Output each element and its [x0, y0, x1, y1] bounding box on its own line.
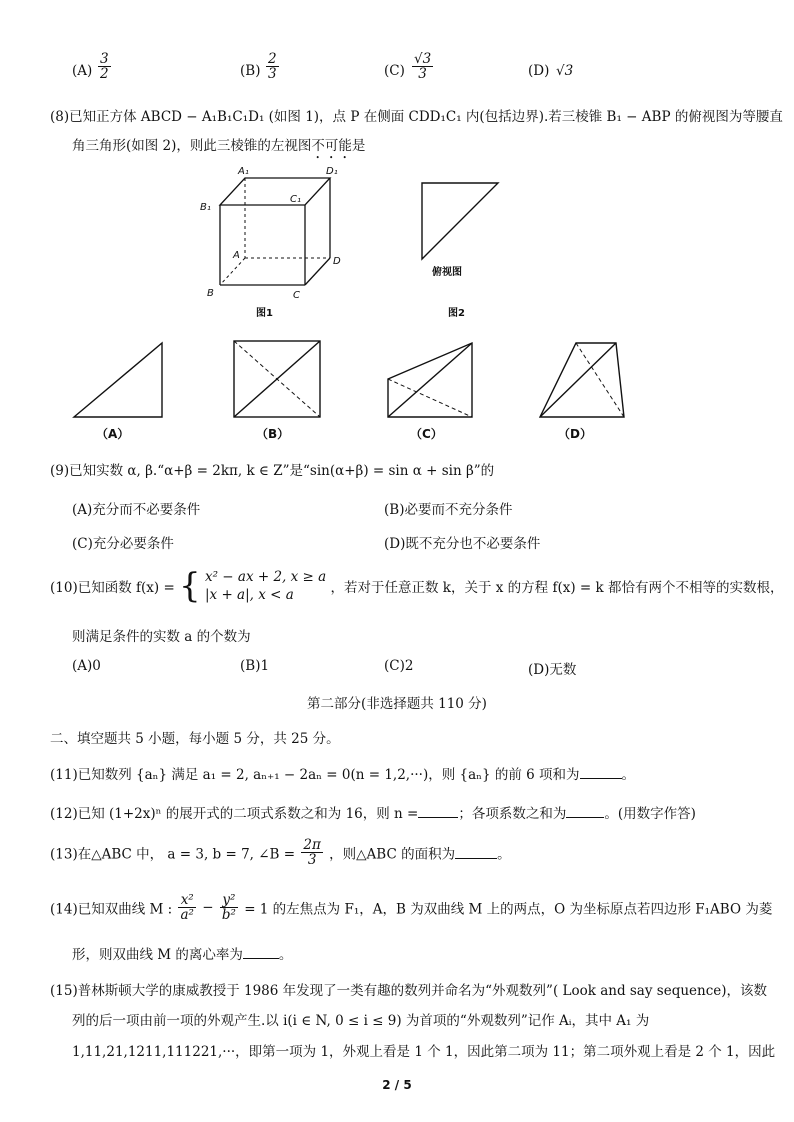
q7-options	[72, 52, 712, 92]
label-c1: C₁	[290, 194, 301, 205]
q7-option-a-num: 3	[100, 51, 109, 67]
q11-answer-blank[interactable]	[580, 766, 622, 779]
page-number: 2 / 5	[382, 1078, 412, 1092]
q14-line2	[72, 943, 292, 963]
q8-line2	[72, 134, 365, 162]
cube-top-face	[220, 178, 330, 205]
q9-option-b: (B)必要而不充分条件	[384, 502, 513, 518]
label-b: B	[207, 288, 214, 299]
q14-f1-num: x²	[178, 893, 195, 908]
choice-c-solid-diagonal	[388, 343, 472, 417]
top-view-triangle	[422, 183, 498, 259]
q15-line2: 列的后一项由前一项的外观产生.以 i(i ∈ N, 0 ≤ i ≤ 9) 为首项的“外观数列”记作 Aᵢ，其中 A₁ 为	[72, 1013, 650, 1029]
q9-option-a: (A)充分而不必要条件	[72, 502, 201, 518]
part-2-title: 第二部分(非选择题共 110 分)	[307, 696, 487, 712]
figure-1-cube	[190, 162, 360, 322]
q14-f1-den: a²	[180, 907, 194, 924]
q7-option-b-fraction	[266, 52, 279, 81]
q8-line2-post: 是	[351, 138, 366, 154]
q10-cases	[205, 568, 326, 604]
q10-option-c: (C)2	[384, 658, 414, 674]
q14-post: = 1 的左焦点为 F₁，A，B 为双曲线 M 上的两点，O 为坐标原点若四边形 F₁ABO 为菱	[244, 901, 773, 918]
q14-pre: (14)已知双曲线 M :	[50, 901, 173, 918]
q7-option-b-den: 3	[268, 66, 277, 83]
q7-option-c-label: (C)	[384, 63, 405, 79]
choice-d-label: （D）	[558, 427, 592, 441]
choice-a-shape	[74, 343, 162, 417]
q7-option-c-den: 3	[418, 66, 427, 83]
cube-edge-cd	[305, 258, 330, 285]
q13-stem	[50, 838, 511, 867]
q13-den: 3	[307, 852, 317, 869]
q10-line2: 则满足条件的实数 a 的个数为	[72, 629, 251, 645]
q14-minus: −	[202, 899, 214, 916]
q14-line2-post: 。	[278, 947, 293, 963]
choice-b-label: （B）	[256, 427, 290, 441]
q13-angle-fraction	[301, 838, 322, 867]
q7-option-c-num: √3	[414, 51, 432, 67]
label-d: D	[333, 256, 341, 267]
choice-a-label: （A）	[96, 427, 130, 441]
q11-post: 。	[621, 767, 636, 783]
label-c: C	[293, 290, 300, 301]
label-a: A	[233, 250, 240, 261]
q13-answer-blank[interactable]	[455, 846, 497, 859]
q9-stem: (9)已知实数 α, β.“α+β = 2kπ, k ∈ Z”是“sin(α+β) = sin α + sin β”的	[50, 463, 495, 479]
q13-post: 。	[497, 846, 511, 863]
q10-option-a: (A)0	[72, 658, 101, 674]
q12-stem	[50, 802, 696, 822]
q7-option-a-den: 2	[100, 66, 109, 83]
figure-1-caption: 图1	[256, 308, 273, 319]
q7-option-a-label: (A)	[72, 63, 93, 79]
figure-2-label: 俯视图	[432, 267, 462, 278]
q14-stem	[50, 893, 772, 922]
q15-line3: 1,11,21,1211,111221,···，即第一项为 1，外观上看是 1 个 1，因此第二项为 11；第二项外观上看是 2 个 1，因此	[72, 1044, 776, 1060]
q7-option-d-value: √3	[556, 63, 574, 79]
q10-post: ，若对于任意正数 k，关于 x 的方程 f(x) = k 都恰有两个不相等的实数根，	[330, 580, 784, 596]
q11-pre: (11)已知数列 {aₙ} 满足 a₁ = 2, aₙ₊₁ − 2aₙ = 0(n = 1,2,···)，则 {aₙ} 的前 6 项和为	[50, 767, 580, 783]
q14-answer-blank[interactable]	[243, 946, 279, 959]
q13-mid: ，则△ABC 的面积为	[329, 846, 456, 863]
q10-stem	[50, 568, 783, 604]
q12-answer-blank-1[interactable]	[418, 805, 458, 818]
q10-option-d: (D)无数	[528, 662, 577, 678]
q8-line2-pre: 角三角形(如图 2)，则此三棱锥的左视图	[72, 138, 312, 154]
choice-c-dashed-line	[388, 379, 472, 417]
q11-stem	[50, 763, 635, 783]
figure-2-top-view	[410, 175, 500, 325]
q7-option-b-num: 2	[268, 51, 277, 67]
q8-line1: (8)已知正方体 ABCD − A₁B₁C₁D₁ (如图 1)，点 P 在侧面 CDD₁C₁ 内(包括边界).若三棱锥 B₁ − ABP 的俯视图为等腰直	[50, 109, 783, 125]
choice-c-label: （C）	[410, 427, 443, 441]
q8-choice-figures	[68, 335, 628, 447]
figure-2-caption: 图2	[448, 308, 465, 319]
q14-fraction-2	[220, 893, 238, 922]
q7-option-a-fraction	[98, 52, 111, 81]
section-2-header: 二、填空题共 5 小题，每小题 5 分，共 25 分。	[50, 731, 340, 747]
q13-num: 2π	[303, 837, 321, 853]
label-d1: D₁	[326, 166, 338, 177]
q12-pre: (12)已知 (1+2x)ⁿ 的展开式的二项式系数之和为 16，则 n =	[50, 806, 419, 822]
q12-answer-blank-2[interactable]	[566, 805, 604, 818]
q12-mid: ；各项系数之和为	[458, 806, 567, 822]
q15-line1: (15)普林斯顿大学的康威教授于 1986 年发现了一类有趣的数列并命名为“外观数列”( Look and say sequence)，该数	[50, 983, 768, 999]
q10-case-1: x² − ax + 2, x ≥ a	[204, 569, 327, 585]
q13-pre: (13)在△ABC 中， a = 3, b = 7, ∠B =	[50, 846, 296, 863]
q14-line2-pre: 形，则双曲线 M 的离心率为	[72, 947, 243, 963]
choice-d-quad	[540, 343, 624, 417]
q14-f2-num: y²	[220, 893, 238, 908]
q10-option-b: (B)1	[240, 658, 270, 674]
q10-brace: {	[179, 566, 201, 606]
q12-post: 。(用数字作答)	[604, 806, 696, 822]
label-b1: B₁	[200, 202, 211, 213]
q9-option-c: (C)充分必要条件	[72, 536, 174, 552]
q14-f2-den: b²	[221, 907, 236, 924]
choice-d-solid-diagonal	[540, 343, 616, 417]
q7-option-c-fraction	[412, 52, 433, 81]
q9-option-d: (D)既不充分也不必要条件	[384, 536, 541, 552]
q10-case-2: |x + a|, x < a	[204, 587, 294, 603]
q7-option-d-label: (D)	[528, 63, 550, 79]
label-a1: A₁	[238, 166, 249, 177]
cube-hidden-edge-ab	[220, 258, 245, 285]
q10-pre: (10)已知函数 f(x) =	[50, 580, 175, 596]
q14-fraction-1	[178, 893, 195, 922]
q8-line2-emphasis: 不可能	[311, 138, 352, 154]
q7-option-b-label: (B)	[240, 63, 261, 79]
